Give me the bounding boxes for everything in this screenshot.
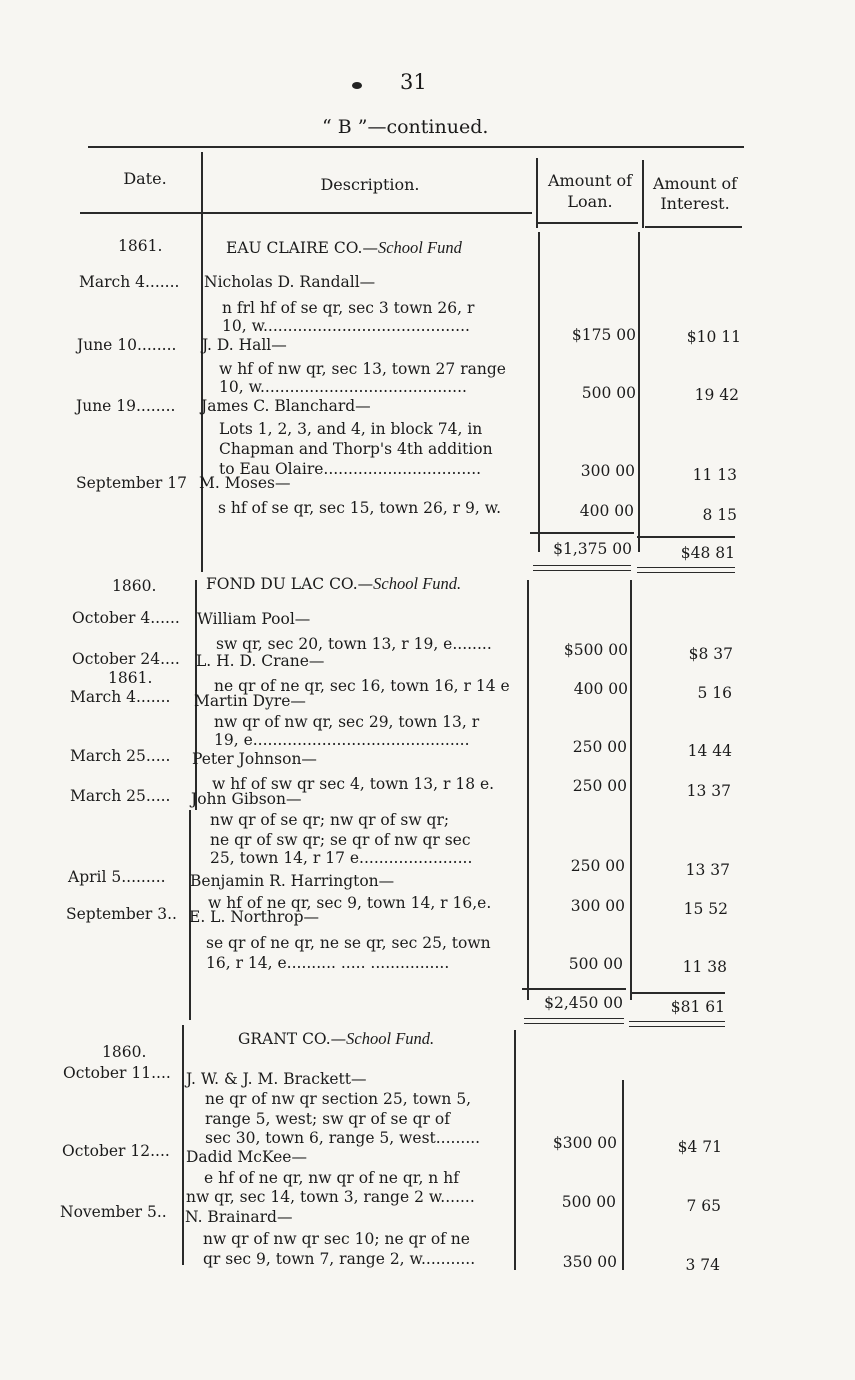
subtotal-rule-loan	[530, 532, 634, 534]
entry-loan: 500 00	[581, 384, 636, 402]
fund-name: School Fund.	[373, 574, 462, 593]
header-interest-1: Amount of	[652, 174, 738, 193]
entry-line: s hf of se qr, sec 15, town 26, r 9, w.	[218, 499, 502, 517]
entry-name: Peter Johnson—	[192, 750, 317, 768]
entry-loan: 500 00	[568, 955, 623, 973]
entry-name: M. Moses—	[199, 474, 291, 492]
header-interest-2: Interest.	[660, 194, 730, 213]
entry-date: October 11....	[63, 1064, 171, 1082]
entry-line: Lots 1, 2, 3, and 4, in block 74, in	[219, 420, 483, 438]
entry-loan: 300 00	[570, 897, 625, 915]
entry-line: w hf of nw qr, sec 13, town 27 range	[219, 360, 506, 378]
entry-name: Benjamin R. Harrington—	[190, 872, 395, 890]
entry-interest: $8 37	[688, 645, 733, 663]
column-rule-loan	[536, 158, 538, 228]
entry-name: William Pool—	[197, 610, 311, 628]
entry-line: nw qr, sec 14, town 3, range 2 w.......	[186, 1188, 475, 1206]
entry-loan: 400 00	[579, 502, 634, 520]
entry-loan: 500 00	[561, 1193, 616, 1211]
total-double-rule-loan	[533, 565, 631, 571]
entry-line: 10, w..........................................	[219, 378, 467, 396]
entry-interest: 11 13	[692, 466, 737, 484]
header-date: Date.	[123, 169, 167, 188]
entry-date: March 25.....	[70, 747, 171, 765]
entry-line: nw qr of nw qr, sec 29, town 13, r	[214, 713, 480, 731]
header-bottom-rule-loan	[538, 222, 638, 224]
entry-line: ne qr of ne qr, sec 16, town 16, r 14 e	[214, 677, 510, 695]
entry-interest: $10 11	[686, 328, 741, 346]
entry-line: 25, town 14, r 17 e.......................	[210, 849, 473, 867]
entry-line: sec 30, town 6, range 5, west.........	[205, 1129, 481, 1147]
column-rule-loan	[514, 1030, 516, 1270]
entry-name: Martin Dyre—	[194, 692, 306, 710]
entry-date: October 12....	[62, 1142, 170, 1160]
section-heading	[238, 1029, 434, 1049]
entry-interest: 5 16	[697, 684, 732, 702]
fund-name: School Fund.	[346, 1029, 435, 1048]
entry-line: se qr of ne qr, ne se qr, sec 25, town	[206, 934, 491, 952]
entry-line: 16, r 14, e.......... ..... ................	[206, 954, 450, 972]
entry-line: range 5, west; sw qr of se qr of	[205, 1110, 450, 1128]
entry-interest: 14 44	[687, 742, 732, 760]
entry-line: Chapman and Thorp's 4th addition	[219, 440, 493, 458]
entry-interest: 7 65	[686, 1197, 721, 1215]
subtotal-rule-interest	[637, 536, 735, 538]
header-description: Description.	[320, 175, 420, 194]
section-total-interest: $81 61	[670, 998, 725, 1016]
section-heading	[206, 574, 461, 594]
entry-line: qr sec 9, town 7, range 2, w...........	[203, 1250, 476, 1268]
entry-loan: 250 00	[570, 857, 625, 875]
entry-date: March 25.....	[70, 787, 171, 805]
entry-loan: $300 00	[552, 1134, 617, 1152]
section-year: 1860.	[112, 577, 157, 595]
column-rule-date	[182, 1025, 184, 1265]
entry-interest: 8 15	[702, 506, 737, 524]
entry-date: June 19........	[76, 397, 176, 415]
entry-loan: 250 00	[572, 777, 627, 795]
section-heading	[226, 238, 462, 258]
total-double-rule-interest	[629, 1021, 725, 1027]
entry-date: March 4.......	[79, 273, 180, 291]
column-rule-interest	[622, 1080, 624, 1270]
entry-name: E. L. Northrop—	[189, 908, 319, 926]
county-name: GRANT CO.—	[238, 1030, 347, 1048]
entry-date: October 24....	[72, 650, 180, 668]
ink-blot	[352, 82, 362, 89]
header-loan-1: Amount of	[547, 171, 633, 190]
section-total-loan: $2,450 00	[544, 994, 623, 1012]
column-rule-loan	[527, 580, 529, 1000]
subtotal-rule-interest	[630, 992, 725, 994]
entry-loan: $175 00	[571, 326, 636, 344]
entry-line: nw qr of nw qr sec 10; ne qr of ne	[203, 1230, 470, 1248]
entry-name: Dadid McKee—	[186, 1148, 307, 1166]
county-name: EAU CLAIRE CO.—	[226, 239, 378, 257]
entry-date: November 5..	[60, 1203, 167, 1221]
entry-date: April 5.........	[68, 868, 166, 886]
entry-name: James C. Blanchard—	[201, 397, 371, 415]
entry-interest: 11 38	[682, 958, 727, 976]
entry-name: L. H. D. Crane—	[196, 652, 325, 670]
header-bottom-rule	[80, 212, 532, 214]
entry-name: J. D. Hall—	[202, 336, 287, 354]
section-year: 1860.	[102, 1043, 147, 1061]
section-total-loan: $1,375 00	[553, 540, 632, 558]
entry-loan: 250 00	[572, 738, 627, 756]
entry-line: ne qr of sw qr; se qr of nw qr sec	[210, 831, 471, 849]
entry-interest: 15 52	[683, 900, 728, 918]
entry-interest: 13 37	[686, 782, 731, 800]
entry-line: e hf of ne qr, nw qr of ne qr, n hf	[204, 1169, 459, 1187]
section-total-interest: $48 81	[680, 544, 735, 562]
entry-line: sw qr, sec 20, town 13, r 19, e........	[216, 635, 492, 653]
entry-line: 19, e............................................	[214, 731, 470, 749]
entry-loan: 300 00	[580, 462, 635, 480]
county-name: FOND DU LAC CO.—	[206, 575, 374, 593]
fund-name: School Fund	[377, 238, 462, 257]
table-top-rule	[88, 146, 744, 148]
entry-loan: 400 00	[573, 680, 628, 698]
entry-interest: $4 71	[677, 1138, 722, 1156]
entry-line: ne qr of nw qr section 25, town 5,	[205, 1090, 472, 1108]
entry-interest: 3 74	[685, 1256, 720, 1274]
total-double-rule-interest	[637, 567, 735, 573]
subtotal-rule-loan	[522, 988, 626, 990]
entry-loan: 350 00	[562, 1253, 617, 1271]
column-rule-interest	[638, 232, 640, 552]
header-bottom-rule-interest	[645, 226, 742, 228]
page-subtitle: “ B ”—continued.	[322, 116, 489, 138]
entry-name: John Gibson—	[191, 790, 302, 808]
entry-line: n frl hf of se qr, sec 3 town 26, r	[222, 299, 475, 317]
entry-date: March 4.......	[70, 688, 171, 706]
column-rule-interest	[630, 580, 632, 1000]
entry-year: 1861.	[108, 669, 153, 687]
column-rule-date	[201, 152, 203, 572]
entry-date: September 17	[76, 474, 187, 492]
column-rule-interest	[642, 160, 644, 228]
entry-date: September 3..	[66, 905, 177, 923]
entry-interest: 13 37	[685, 861, 730, 879]
entry-line: to Eau Olaire................................	[219, 460, 482, 478]
entry-line: 10, w..........................................	[222, 317, 470, 335]
entry-date: June 10........	[77, 336, 177, 354]
section-year: 1861.	[118, 237, 163, 255]
page-number: 31	[400, 70, 427, 94]
entry-name: Nicholas D. Randall—	[204, 273, 376, 291]
entry-line: w hf of ne qr, sec 9, town 14, r 16,e.	[208, 894, 492, 912]
entry-interest: 19 42	[694, 386, 739, 404]
entry-line: nw qr of se qr; nw qr of sw qr;	[210, 811, 450, 829]
entry-loan: $500 00	[563, 641, 628, 659]
total-double-rule-loan	[524, 1018, 624, 1024]
entry-name: N. Brainard—	[185, 1208, 293, 1226]
entry-date: October 4......	[72, 609, 180, 627]
header-loan-2: Loan.	[567, 192, 613, 211]
entry-line: w hf of sw qr sec 4, town 13, r 18 e.	[212, 775, 495, 793]
entry-name: J. W. & J. M. Brackett—	[186, 1070, 367, 1088]
